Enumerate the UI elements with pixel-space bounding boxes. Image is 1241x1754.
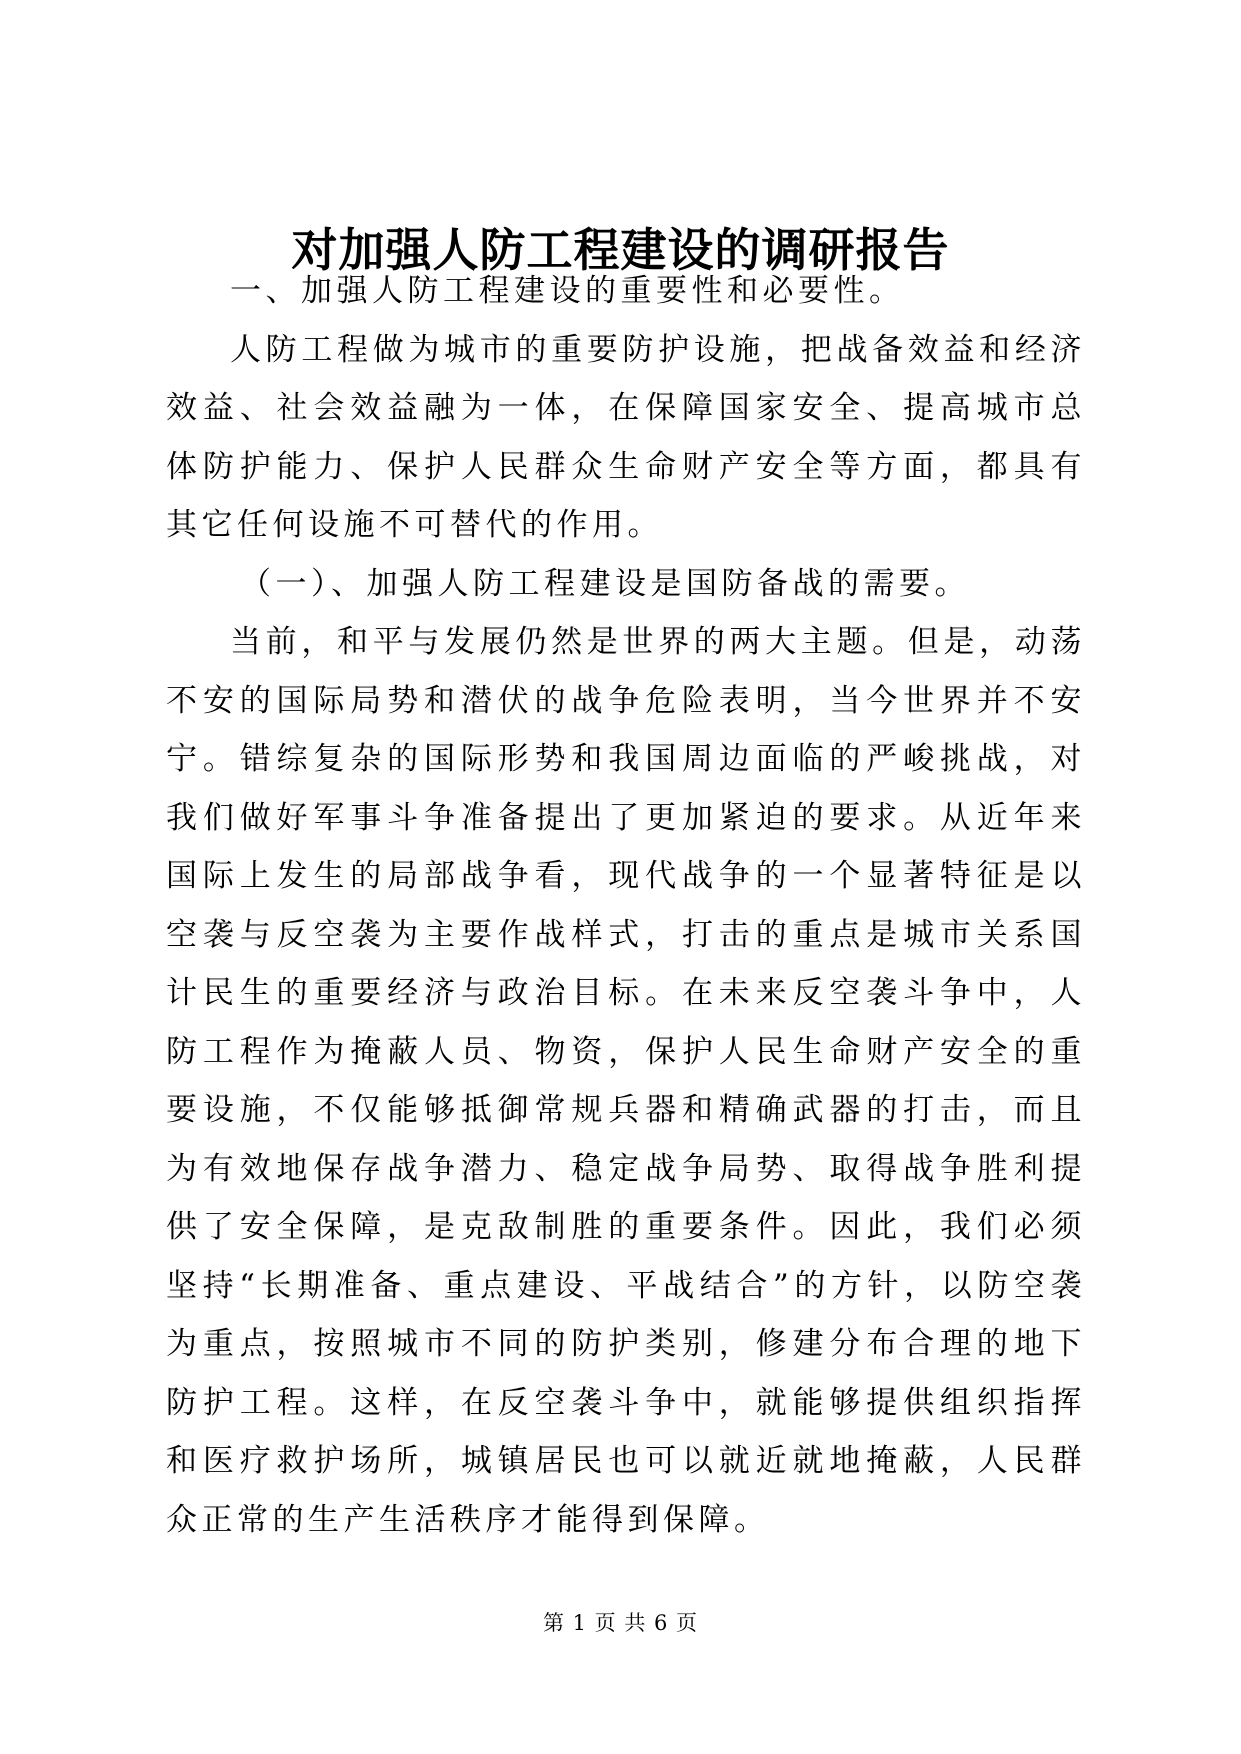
- paragraph-defense: 当前，和平与发展仍然是世界的两大主题。但是，动荡不安的国际局势和潜伏的战争危险表明，当今世界并不安宁。错综复杂的国际形势和我国周边面临的严峻挑战，对我们做好军事斗争准备提出了更加紧迫的要求。从近年来国际上发生的局部战争看，现代战争的一个显著特征是以空袭与反空袭为主要作战样式，打击的重点是城市关系国计民生的重要经济与政治目标。在未来反空袭斗争中，人防工程作为掩蔽人员、物资，保护人民生命财产安全的重要设施，不仅能够抵御常规兵器和精确武器的打击，而且为有效地保存战争潜力、稳定战争局势、取得战争胜利提供了安全保障，是克敌制胜的重要条件。因此，我们必须坚持“长期准备、重点建设、平战结合”的方针，以防空袭为重点，按照城市不同的防护类别，修建分布合理的地下防护工程。这样，在反空袭斗争中，就能够提供组织指挥和医疗救护场所，城镇居民也可以就近就地掩蔽，人民群众正常的生产生活秩序才能得到保障。: [166, 624, 1086, 1538]
- subsection-heading: （一）、加强人防工程建设是国防备战的需要。: [240, 565, 970, 602]
- document-title: 对加强人防工程建设的调研报告: [291, 223, 950, 277]
- paragraph-intro: 人防工程做为城市的重要防护设施，把战备效益和经济效益、社会效益融为一体，在保障国家安全、提高城市总体防护能力、保护人民群众生命财产安全等方面，都具有其它任何设施不可替代的作用。: [166, 331, 1086, 543]
- page-number-footer: 第 1 页 共 6 页: [542, 1611, 699, 1635]
- section-heading: 一、加强人防工程建设的重要性和必要性。: [230, 273, 905, 309]
- document-body: [166, 262, 1086, 1549]
